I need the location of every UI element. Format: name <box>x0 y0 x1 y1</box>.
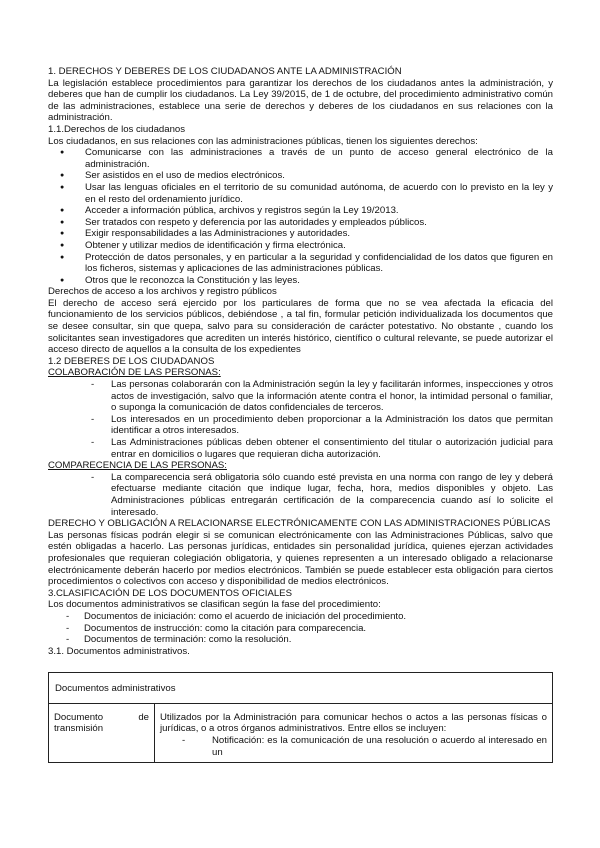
section-3-1-title: 3.1. Documentos administrativos. <box>48 645 190 657</box>
phase-list <box>48 611 553 646</box>
list-item: - Los interesados en un procedimiento deben proporcionar a la Administración los datos que permitan identificar a otros interesados. <box>48 414 553 437</box>
document-page <box>48 66 553 763</box>
row-text: Utilizados por la Administración para comunicar hechos o actos a las personas físicas o jurídicas, o a otros órganos administrativos. Entre ellos se incluyen: <box>160 711 547 735</box>
rights-intro: Los ciudadanos, en sus relaciones con las administraciones públicas, tienen los siguientes derechos: <box>48 135 478 147</box>
access-text: El derecho de acceso será ejercido por los particulares de forma que no se vea afectada la eficacia del funcionamiento de los servicios públicos, debiéndose , a tal fin, formular petición individualizada los documentos que se desee consultar, sin que quepa, salvo para su consideración de carácter potestativo. No obstante , cuando los solicitantes sean investigadores que acrediten un interés histórico, científico o cultural relevante, se puede autorizar el acceso directo de aquellos a la consulta de los expedientes <box>48 297 553 356</box>
list-item: ● Comunicarse con las administraciones a través de un punto de acceso general electrónico de la administración. <box>48 147 553 170</box>
compar-title: COMPARECENCIA DE LAS PERSONAS: <box>48 460 227 472</box>
list-item: ● Obtener y utilizar medios de identificación y firma electrónica. <box>48 240 553 252</box>
list-item: - Documentos de iniciación: como el acuerdo de iniciación del procedimiento. <box>48 611 553 623</box>
list-item: ● Exigir responsabilidades a las Administraciones y autoridades. <box>48 228 553 240</box>
table-cell-label <box>49 703 155 762</box>
list-item: ● Ser tratados con respeto y deferencia por las autoridades y empleados públicos. <box>48 217 553 229</box>
row-label-line-1: Documento de <box>54 711 149 723</box>
list-item: ● Usar las lenguas oficiales en el territorio de su comunidad autónoma, de acuerdo con lo previsto en la ley y en el resto del ordenamiento jurídico. <box>48 182 553 205</box>
section-1-intro: La legislación establece procedimientos para garantizar los derechos de los ciudadanos antes la administración, y deberes que han de cumplir los ciudadanos. La Ley 39/2015, de 1 de octubre, del procedimiento administrativo común de las administraciones, establece una serie de derechos y deberes de los ciudadanos en sus relaciones con la administración. <box>48 77 553 124</box>
list-item: - Las Administraciones públicas deben obtener el consentimiento del titular o autorización judicial para entrar en domicilios o lugares que requieran dicha autorización. <box>48 437 553 460</box>
table-cell-text <box>155 703 553 762</box>
table-row <box>49 703 553 762</box>
access-title: Derechos de acceso a los archivos y registro públicos <box>48 286 277 298</box>
rights-list <box>48 147 553 286</box>
elec-title: DERECHO Y OBLIGACIÓN A RELACIONARSE ELECTRÓNICAMENTE CON LAS ADMINISTRACIONES PÚBLICAS <box>48 518 551 530</box>
row-label-line-2: transmisión <box>54 723 104 735</box>
table-header: Documentos administrativos <box>49 673 553 704</box>
section-1-1-title: 1.1.Derechos de los ciudadanos <box>48 123 186 135</box>
section-1-2-title: 1.2 DEBERES DE LOS CIUDADANOS <box>48 355 215 367</box>
table-row <box>49 673 553 704</box>
list-item: - Las personas colaborarán con la Administración según la ley y facilitarán informes, inspecciones y otros actos de investigación, salvo que la información atente contra el honor, la intimidad personal o familiar, o suponga la comunicación de datos confidenciales de terceros. <box>48 379 553 414</box>
list-item: ● Acceder a información pública, archivos y registros según la Ley 19/2013. <box>48 205 553 217</box>
list-item: ● Protección de datos personales, y en particular a la seguridad y confidencialidad de los datos que figuren en los ficheros, sistemas y aplicaciones de las administraciones públicas. <box>48 252 553 275</box>
section-3-title: 3.CLASIFICACIÓN DE LOS DOCUMENTOS OFICIALES <box>48 587 292 599</box>
collab-list <box>48 379 553 460</box>
documents-table <box>48 672 553 763</box>
compar-list <box>48 472 553 518</box>
list-item: - Documentos de terminación: como la resolución. <box>48 634 553 646</box>
section-1-title: 1. DERECHOS Y DEBERES DE LOS CIUDADANOS ANTE LA ADMINISTRACIÓN <box>48 66 402 77</box>
list-item: - La comparecencia será obligatoria sólo cuando esté prevista en una norma con rango de ley y deberá efectuarse mediante citación que indique lugar, fecha, hora, medios disponibles y objeto. Las Administraciones públicas entregarán certificación de la comparecencia cuando así lo solicite el interesado. <box>48 472 553 518</box>
list-item: ● Otros que le reconozca la Constitución y las leyes. <box>48 275 553 287</box>
list-item: ● Ser asistidos en el uso de medios electrónicos. <box>48 170 553 182</box>
section-3-intro: Los documentos administrativos se clasifican según la fase del procedimiento: <box>48 599 381 611</box>
list-item: - Notificación: es la comunicación de una resolución o acuerdo al interesado en un <box>160 735 547 758</box>
elec-text: Las personas físicas podrán elegir si se comunican electrónicamente con las Administraciones Públicas, salvo que estén obligadas a hacerlo. Las personas jurídicas, entidades sin personalidad jurídica, quienes ejerzan actividades profesionales que requieran colegiación obligatoria, y quienes representen a un interesado obligado a relacionarse electrónicamente deberán hacerlo por medios electrónicos. También se puede establecer esta obligación para ciertos procedimientos o colectivos con acceso y disponibilidad de medios electrónicos. <box>48 529 553 588</box>
list-item: - Documentos de instrucción: como la citación para comparecencia. <box>48 623 553 635</box>
row-sublist <box>160 735 547 758</box>
collab-title: COLABORACIÓN DE LAS PERSONAS: <box>48 367 221 379</box>
